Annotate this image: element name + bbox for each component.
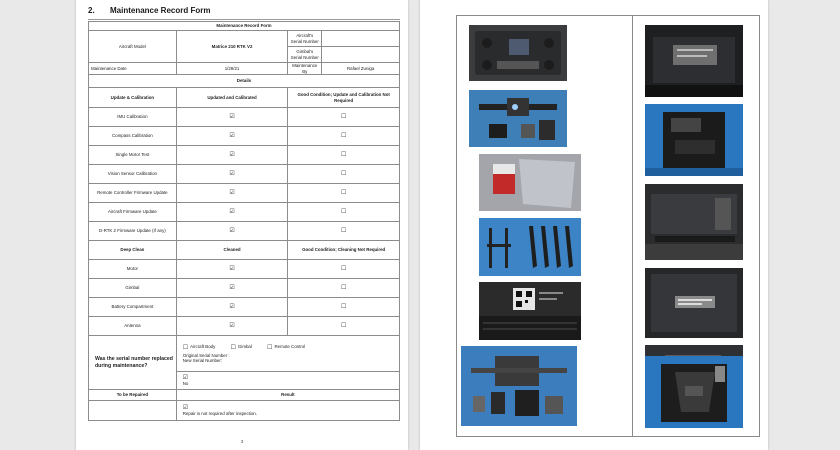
photo-battery-label (645, 25, 743, 97)
photo-battery-slot (645, 356, 743, 428)
no-label: No (182, 380, 189, 386)
unchecked-box-icon[interactable]: ☐ (340, 208, 347, 215)
unchecked-box-icon[interactable]: ☐ (340, 132, 347, 139)
row-label: Motor (89, 260, 177, 279)
checked-box-icon[interactable]: ☑ (229, 151, 235, 158)
option-remote-control: Remote Control (274, 343, 306, 349)
photo-page (420, 0, 768, 450)
cleaned-header: Cleaned (176, 241, 288, 260)
unchecked-box-icon[interactable]: ☐ (340, 113, 347, 120)
grid-divider (632, 16, 633, 436)
option-gimbal: Gimbal (237, 343, 252, 349)
table-row (89, 203, 400, 222)
unchecked-box-icon[interactable]: ☐ (230, 343, 236, 351)
table-row (89, 165, 400, 184)
table-row (89, 222, 400, 241)
checked-box-icon[interactable]: ☑ (229, 170, 235, 177)
serial-replaced-question: Was the serial number replaced during maintenance? (89, 336, 177, 390)
details-header: Details (89, 75, 400, 88)
unchecked-box-icon[interactable]: ☐ (182, 343, 189, 351)
option-aircraft-body: Aircraft Body (190, 343, 216, 349)
gimbal-serial-value[interactable] (322, 47, 400, 63)
unchecked-box-icon[interactable]: ☐ (340, 151, 347, 158)
unchecked-box-icon[interactable]: ☐ (267, 343, 273, 351)
repair-note: Repair is not required after inspection. (182, 410, 257, 416)
maintenance-date-value[interactable]: 1/29/21 (176, 63, 288, 75)
table-row (89, 146, 400, 165)
table-row (89, 279, 400, 298)
updated-calibrated-header: Updated and Calibrated (176, 88, 288, 108)
checked-box-icon[interactable]: ☑ (229, 227, 235, 234)
drone-case-image (469, 25, 567, 81)
checked-box-icon[interactable]: ☑ (182, 373, 189, 381)
table-row (89, 184, 400, 203)
row-label: Gimbal (89, 279, 177, 298)
photo-drone-disassembled (469, 90, 567, 147)
photo-serial-sticker (645, 268, 743, 338)
serial-no-cell (176, 372, 399, 390)
update-calibration-header: Update & Calibration (89, 88, 177, 108)
original-serial-label: Original Serial Number : (182, 352, 230, 358)
photo-drone-underside (461, 346, 577, 426)
checked-box-icon[interactable]: ☑ (229, 113, 235, 120)
maintenance-date-label: Maintenance Date (89, 63, 177, 75)
page-number: 3 (240, 439, 244, 444)
row-label: Antenna (89, 317, 177, 336)
form-page (76, 0, 408, 450)
aircraft-model-value: Matrice 210 RTK V2 (176, 31, 288, 63)
battery-contacts-image (645, 184, 743, 260)
to-be-repaired-header: To be Repaired (89, 390, 177, 401)
table-row (89, 317, 400, 336)
row-label: Battery Compartment (89, 298, 177, 317)
photo-sd-card (479, 154, 581, 211)
maintenance-by-value[interactable]: Rafael Zuniga (322, 63, 400, 75)
aircraft-serial-label: Aircraft's Serial Number (288, 31, 322, 47)
repair-item-cell[interactable] (89, 401, 177, 421)
checked-box-icon[interactable]: ☑ (229, 189, 235, 196)
aircraft-model-label: Aircraft Model (89, 31, 177, 63)
unchecked-box-icon[interactable]: ☐ (340, 284, 347, 291)
unchecked-box-icon[interactable]: ☐ (340, 189, 347, 196)
photo-battery-compartment (645, 104, 743, 176)
drone-disassembled-image (469, 90, 567, 147)
battery-compartment-image (645, 104, 743, 176)
checked-box-icon[interactable]: ☑ (229, 265, 235, 272)
photo-propellers (479, 218, 581, 276)
sd-card-image (479, 154, 581, 211)
result-header: Result (176, 390, 399, 401)
unchecked-box-icon[interactable]: ☐ (340, 303, 347, 310)
unchecked-box-icon[interactable]: ☐ (340, 170, 347, 177)
heading-divider (88, 19, 400, 20)
photo-grid (456, 15, 760, 437)
photo-serial-qr (479, 282, 581, 340)
battery-slot-image (645, 356, 743, 428)
serial-sticker-image (645, 268, 743, 338)
checked-box-icon[interactable]: ☑ (182, 403, 189, 411)
row-label: Single Motor Test (89, 146, 177, 165)
table-row (89, 127, 400, 146)
checked-box-icon[interactable]: ☑ (229, 284, 235, 291)
unchecked-box-icon[interactable]: ☐ (340, 322, 347, 329)
row-label: Compass Calibration (89, 127, 177, 146)
good-condition-update-header: Good Condition; Update and Calibration Not Required (288, 88, 400, 108)
unchecked-box-icon[interactable]: ☐ (340, 227, 347, 234)
checked-box-icon[interactable]: ☑ (229, 208, 235, 215)
photo-drone-case (469, 25, 567, 81)
maintenance-record-table (88, 21, 400, 421)
deep-clean-header: Deep Clean (89, 241, 177, 260)
checked-box-icon[interactable]: ☑ (229, 322, 235, 329)
battery-label-image (645, 25, 743, 97)
new-serial-label: New Serial Number: (182, 358, 223, 363)
row-label: IMU Calibration (89, 108, 177, 127)
form-title: Maintenance Record Form (89, 22, 400, 31)
section-number: 2. (88, 6, 95, 15)
maintenance-by-label: Maintenance By (288, 63, 322, 75)
gimbal-serial-label: Gimbal's Serial Number (288, 47, 322, 63)
photo-battery-contacts (645, 184, 743, 260)
checked-box-icon[interactable]: ☑ (229, 303, 235, 310)
row-label: D-RTK 2 Firmware Update (If any) (89, 222, 177, 241)
unchecked-box-icon[interactable]: ☐ (340, 265, 347, 272)
row-label: Aircraft Firmware Update (89, 203, 177, 222)
table-row (89, 298, 400, 317)
repair-result-cell (176, 401, 399, 421)
serial-replacement-cell (176, 336, 399, 372)
table-row (89, 260, 400, 279)
good-condition-clean-header: Good Condition; Cleaning Not Required (288, 241, 400, 260)
drone-underside-image (461, 346, 577, 426)
aircraft-serial-value[interactable] (322, 31, 400, 47)
row-label: Vision Sensor Calibration (89, 165, 177, 184)
serial-qr-image (479, 282, 581, 340)
checked-box-icon[interactable]: ☑ (229, 132, 235, 139)
table-row (89, 108, 400, 127)
propellers-image (479, 218, 581, 276)
section-title: Maintenance Record Form (110, 6, 211, 15)
row-label: Remote Controller Firmware Update (89, 184, 177, 203)
section-heading (88, 6, 210, 15)
